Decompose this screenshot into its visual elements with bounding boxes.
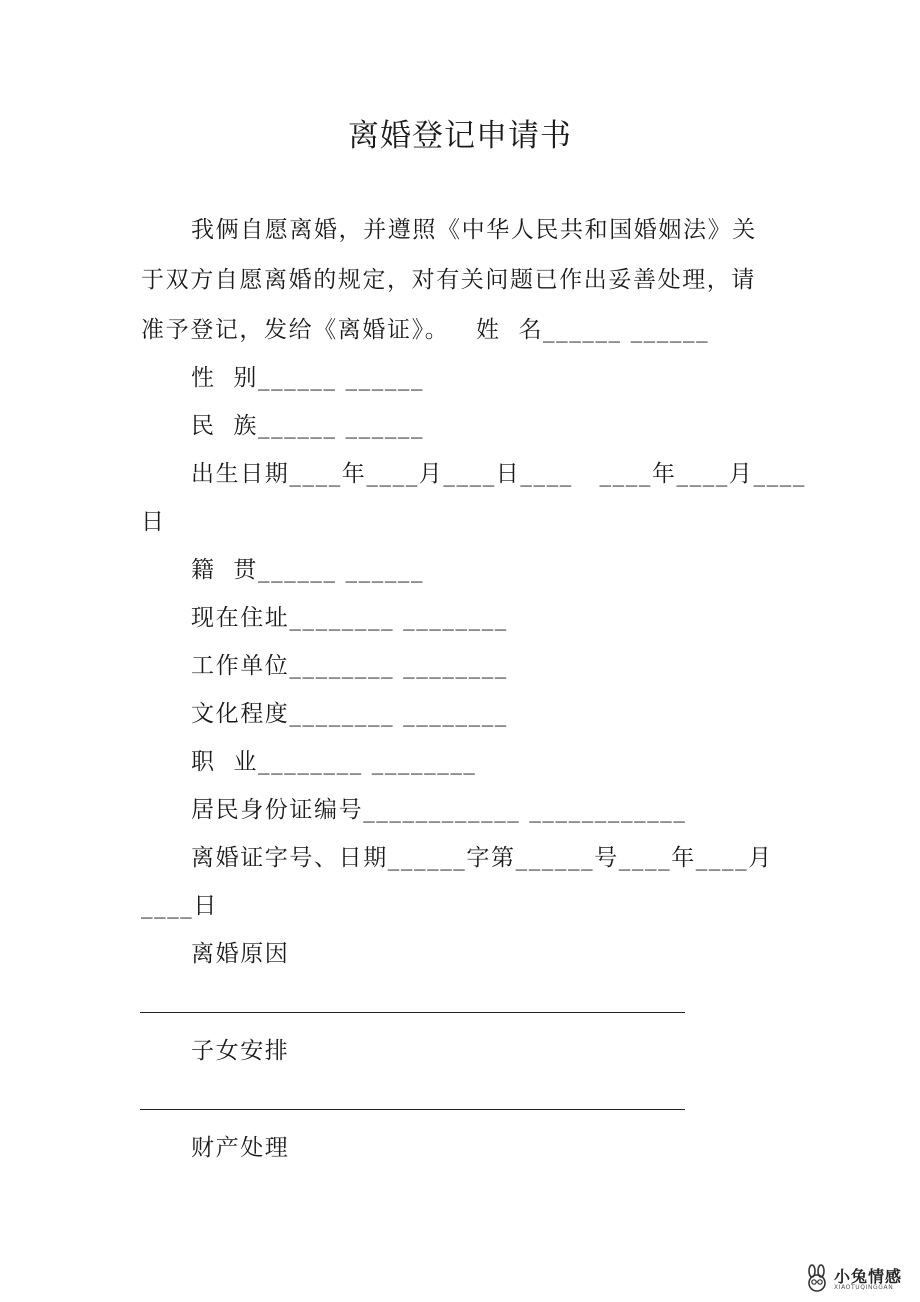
field-divorce-cert-number: 离婚证字号、日期______字第______号____年____月 bbox=[191, 845, 773, 871]
section-children-arrangement: 子女安排 bbox=[191, 1038, 290, 1064]
field-native-place: 籍 贯______ ______ bbox=[191, 557, 425, 583]
watermark-sub-text: XIAOTUQINGGAN bbox=[834, 1284, 894, 1291]
divorce-reason-blank-line bbox=[140, 1012, 685, 1013]
watermark bbox=[802, 1262, 912, 1296]
paragraph-line-2: 于双方自愿离婚的规定，对有关问题已作出妥善处理，请 bbox=[141, 267, 756, 293]
field-ethnicity: 民 族______ ______ bbox=[191, 413, 425, 439]
field-education: 文化程度________ ________ bbox=[191, 701, 508, 727]
field-birth-date: 出生日期____年____月____日____ ____年____月____ bbox=[191, 461, 806, 487]
field-birth-date-continued: 日 bbox=[141, 509, 166, 535]
field-occupation: 职 业________ ________ bbox=[191, 749, 477, 775]
paragraph-line-1: 我俩自愿离婚，并遵照《中华人民共和国婚姻法》关 bbox=[191, 217, 757, 243]
section-property-handling: 财产处理 bbox=[191, 1135, 290, 1161]
rabbit-logo-icon bbox=[802, 1264, 832, 1294]
watermark-brand-text: 小兔情感 bbox=[834, 1267, 903, 1286]
document-title: 离婚登记申请书 bbox=[348, 118, 572, 154]
section-divorce-reason: 离婚原因 bbox=[191, 941, 290, 967]
field-id-number: 居民身份证编号____________ ____________ bbox=[191, 797, 687, 823]
field-employer: 工作单位________ ________ bbox=[191, 653, 508, 679]
field-divorce-cert-number-continued: ____日 bbox=[141, 893, 218, 919]
paragraph-line-3-name-field: 准予登记，发给《离婚证》。 姓 名______ ______ bbox=[141, 317, 710, 343]
field-gender: 性 别______ ______ bbox=[191, 365, 425, 391]
field-current-address: 现在住址________ ________ bbox=[191, 605, 508, 631]
children-arrangement-blank-line bbox=[140, 1109, 685, 1110]
